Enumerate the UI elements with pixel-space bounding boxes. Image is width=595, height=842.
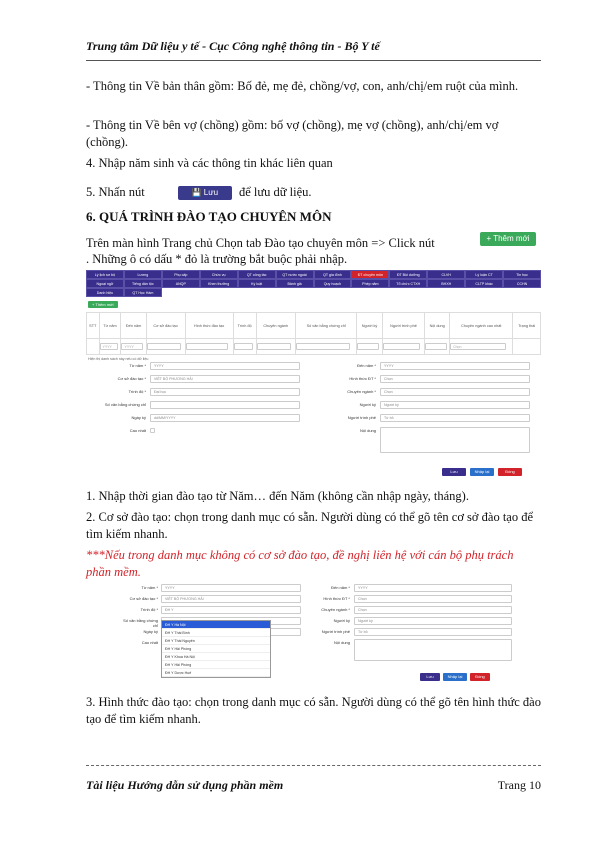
section-title: 6. QUÁ TRÌNH ĐÀO TẠO CHUYÊN MÔN xyxy=(86,209,332,224)
column-header: Cơ sở đào tạo xyxy=(146,313,185,339)
tab-11[interactable]: Tin học xyxy=(503,270,541,279)
form-input[interactable] xyxy=(150,401,300,409)
grid-cell-input[interactable] xyxy=(383,343,420,350)
form-reset-button[interactable]: Nhập lại xyxy=(470,468,494,476)
dropdown-option[interactable]: ĐH Y Hà Nội xyxy=(162,621,270,629)
grid-input-row xyxy=(87,339,541,355)
dropdown-option[interactable]: ĐH Y Hải Phòng xyxy=(162,645,270,653)
grid-cell-input[interactable] xyxy=(357,343,379,350)
form-input[interactable]: Chọn xyxy=(354,606,512,614)
paragraph-family-self: - Thông tin Về bản thân gồm: Bố đẻ, mẹ đẻ, chồng/vợ, con, anh/chị/em ruột của mình. xyxy=(86,79,519,93)
tab-1[interactable]: Lương xyxy=(124,270,162,279)
highest-checkbox[interactable] xyxy=(150,428,155,433)
to-year-input[interactable]: YYYY xyxy=(121,343,143,350)
form-label: Chuyên ngành * xyxy=(321,607,350,612)
form-input[interactable]: Người ký xyxy=(354,617,512,625)
column-header: Từ năm xyxy=(99,313,121,339)
training-grid xyxy=(86,312,541,355)
column-header: Người ký xyxy=(357,313,382,339)
step-5-prefix: 5. Nhấn nút xyxy=(86,185,145,199)
form-input[interactable]: VIỆT BỘ PHƯƠNG HẢI xyxy=(161,595,301,603)
add-new-button-image: + Thêm mới xyxy=(480,232,536,246)
tab-24[interactable]: Danh hiệu xyxy=(86,288,124,297)
tab-4[interactable]: QT công tác xyxy=(238,270,276,279)
form-input[interactable]: Người ký xyxy=(380,401,530,409)
tab-25[interactable]: QT Học Hàm xyxy=(124,288,162,297)
form-input[interactable]: ĐH Y xyxy=(161,606,301,614)
form-input[interactable]: YYYY xyxy=(150,362,300,370)
tab-6[interactable]: QT gia đình xyxy=(314,270,352,279)
column-header: Số văn bằng chứng chỉ xyxy=(295,313,356,339)
tab-23[interactable]: CCHN xyxy=(503,279,541,288)
form-label: Hình thức ĐT * xyxy=(349,376,376,381)
tab-21[interactable]: BHXH xyxy=(427,279,465,288)
form-label: Cao nhất xyxy=(129,428,146,433)
form-reset-button[interactable]: Nhập lại xyxy=(443,673,467,681)
form-label: Trình độ * xyxy=(128,389,146,394)
form-input[interactable]: Chọn xyxy=(354,595,512,603)
paragraph-step-3: 3. Hình thức đào tạo: chọn trong danh mục có sẵn. Người dùng có thể gõ tên hình thức đào tạo để tìm kiếm nhanh. xyxy=(86,695,541,726)
form-close-button[interactable]: Đóng xyxy=(498,468,522,476)
form-label: Ngày ký xyxy=(143,629,158,634)
form-label: Từ năm * xyxy=(129,363,146,368)
form-label: Đến năm * xyxy=(357,363,376,368)
form-label: Nội dung xyxy=(359,428,376,433)
grid-cell-input[interactable] xyxy=(186,343,228,350)
form-label: Cơ sở đào tạo * xyxy=(117,376,146,381)
column-header: Trình độ xyxy=(233,313,256,339)
tab-navigation xyxy=(86,270,541,297)
grid-cell-input[interactable] xyxy=(425,343,446,350)
grid-cell-input[interactable] xyxy=(257,343,292,350)
form-save-button[interactable]: Lưu xyxy=(420,673,440,681)
column-header: STT xyxy=(87,313,100,339)
grid-cell-input[interactable] xyxy=(234,343,254,350)
grid-cell-input[interactable] xyxy=(296,343,350,350)
column-header: Đến năm xyxy=(121,313,146,339)
form-input[interactable] xyxy=(380,427,530,453)
form-label: Nội dung xyxy=(333,640,350,645)
tab-0[interactable]: Lý lịch sơ bộ xyxy=(86,270,124,279)
tab-5[interactable]: QT nước ngoài xyxy=(276,270,314,279)
tab-18[interactable]: Quy hoạch xyxy=(314,279,352,288)
add-row xyxy=(86,297,541,312)
form-label: Ngày ký xyxy=(131,415,146,420)
paragraph-step-5 xyxy=(86,184,541,201)
tab-19[interactable]: Phép năm xyxy=(351,279,389,288)
column-header: Trạng thái xyxy=(513,313,541,339)
highest-select[interactable]: Chọn xyxy=(450,343,506,350)
form-label: Người trình phê xyxy=(347,415,376,420)
tab-14[interactable]: ANQP xyxy=(162,279,200,288)
tab-13[interactable]: Tiếng dân tộc xyxy=(124,279,162,288)
header-divider xyxy=(86,60,541,61)
add-new-button[interactable]: + Thêm mới xyxy=(88,301,118,308)
form-label: Đến năm * xyxy=(331,585,350,590)
tab-20[interactable]: Tổ chức CTXH xyxy=(389,279,427,288)
form-input[interactable]: Từ bỏ xyxy=(380,414,530,422)
form-close-button[interactable]: Đóng xyxy=(470,673,490,681)
form-input[interactable]: Chọn xyxy=(380,375,530,383)
tab-7[interactable]: ĐT chuyên môn xyxy=(351,270,389,279)
form-label: Người ký xyxy=(359,402,376,407)
form-label: Người trình phê xyxy=(321,629,350,634)
paragraph-required: . Những ô có dấu * đỏ là trường bắt buộc phải nhập. xyxy=(86,252,348,266)
form-label: Từ năm * xyxy=(141,585,158,590)
paragraph-note: ***Nếu trong danh mục không có cơ sở đào tạo, đề nghị liên hệ với cán bộ phụ trách phần mềm. xyxy=(86,548,514,579)
tab-17[interactable]: Bảnh giá xyxy=(276,279,314,288)
form-input[interactable]: YYYY xyxy=(354,584,512,592)
screenshot-training-tab xyxy=(86,270,541,482)
form-label: Người ký xyxy=(333,618,350,623)
tab-15[interactable]: Khen thưởng xyxy=(200,279,238,288)
form-label: Trình độ * xyxy=(140,607,158,612)
from-year-input[interactable]: YYYY xyxy=(100,343,119,350)
form-input[interactable]: YYYY xyxy=(161,584,301,592)
step-5-suffix: để lưu dữ liệu. xyxy=(238,185,312,199)
column-header: Người trình phê xyxy=(382,313,425,339)
dropdown-option[interactable]: ĐH Y Hải Phòng xyxy=(162,661,270,669)
form-input[interactable] xyxy=(354,639,512,661)
dropdown-option[interactable]: ĐH Y Dược Huế xyxy=(162,669,270,677)
dropdown-option[interactable]: ĐH Y Thái Nguyên xyxy=(162,637,270,645)
form-label: Số văn bằng chứng chỉ xyxy=(104,402,146,407)
tab-2[interactable]: Phụ cấp xyxy=(162,270,200,279)
form-label: Chuyên ngành * xyxy=(347,389,376,394)
dropdown-option[interactable]: ĐH Y Thái Bình xyxy=(162,629,270,637)
footer-title: Tài liệu Hướng dẫn sử dụng phần mềm xyxy=(86,778,284,792)
column-header: Nội dung xyxy=(425,313,450,339)
form-label: Hình thức ĐT * xyxy=(323,596,350,601)
tab-3[interactable]: Chức vụ xyxy=(200,270,238,279)
form-input[interactable]: Đại học xyxy=(150,388,300,396)
form-input[interactable]: Chọn xyxy=(380,388,530,396)
form-input[interactable]: VIỆT BỘ PHƯƠNG HẢI xyxy=(150,375,300,383)
column-header: Chuyên ngành xyxy=(256,313,295,339)
form-label: Cơ sở đào tạo * xyxy=(129,596,158,601)
save-button-label: Lưu xyxy=(203,188,219,197)
paragraph-intro: Trên màn hình Trang chủ Chọn tab Đào tạo chuyên môn => Click nút xyxy=(86,236,435,250)
detail-form xyxy=(86,363,541,443)
paragraph-family-spouse: - Thông tin Về bên vợ (chồng) gồm: bố vợ (chồng), mẹ vợ (chồng), anh/chị/em vợ (chồng). xyxy=(86,118,499,149)
grid-caption: Hiện thị danh sách này nếu có dữ liệu xyxy=(88,357,149,361)
form-input[interactable]: dd/MM/YYYY xyxy=(150,414,300,422)
paragraph-step-4: 4. Nhập năm sinh và các thông tin khác liên quan xyxy=(86,156,333,170)
facility-dropdown-list[interactable] xyxy=(161,620,271,678)
form-label: Số văn bằng chứng chỉ xyxy=(123,618,158,628)
column-header: Hình thức đào tạo xyxy=(185,313,233,339)
paragraph-step-2: 2. Cơ sở đào tạo: chọn trong danh mục có sẵn. Người dùng có thể gõ tên cơ sở đào tạo để tìm kiếm nhanh. xyxy=(86,510,534,541)
save-button-image: 💾 Lưu xyxy=(178,186,232,200)
tab-16[interactable]: Kỷ luật xyxy=(238,279,276,288)
tab-12[interactable]: Ngoại ngữ xyxy=(86,279,124,288)
tab-10[interactable]: Lý luận CT xyxy=(465,270,503,279)
form-label: Cao nhất xyxy=(141,640,158,645)
grid-cell-input[interactable] xyxy=(147,343,181,350)
dropdown-option[interactable]: ĐH Y Khoa Hà Nội xyxy=(162,653,270,661)
page-header: Trung tâm Dữ liệu y tế - Cục Công nghệ thông tin - Bộ Y tế xyxy=(86,39,380,53)
form-input[interactable]: YYYY xyxy=(380,362,530,370)
page-number: Trang 10 xyxy=(497,778,541,792)
column-header: Chuyên ngành cao nhất xyxy=(450,313,513,339)
paragraph-step-1: 1. Nhập thời gian đào tạo từ Năm… đến Năm (không cần nhập ngày, tháng). xyxy=(86,489,469,503)
tab-22[interactable]: CLTP khác xyxy=(465,279,503,288)
footer-divider xyxy=(86,765,541,766)
form-input[interactable]: Từ bỏ xyxy=(354,628,512,636)
form-save-button[interactable]: Lưu xyxy=(442,468,466,476)
tab-8[interactable]: ĐT Bồi dưỡng xyxy=(389,270,427,279)
tab-9[interactable]: CLVH xyxy=(427,270,465,279)
screenshot-facility-dropdown xyxy=(120,585,516,685)
